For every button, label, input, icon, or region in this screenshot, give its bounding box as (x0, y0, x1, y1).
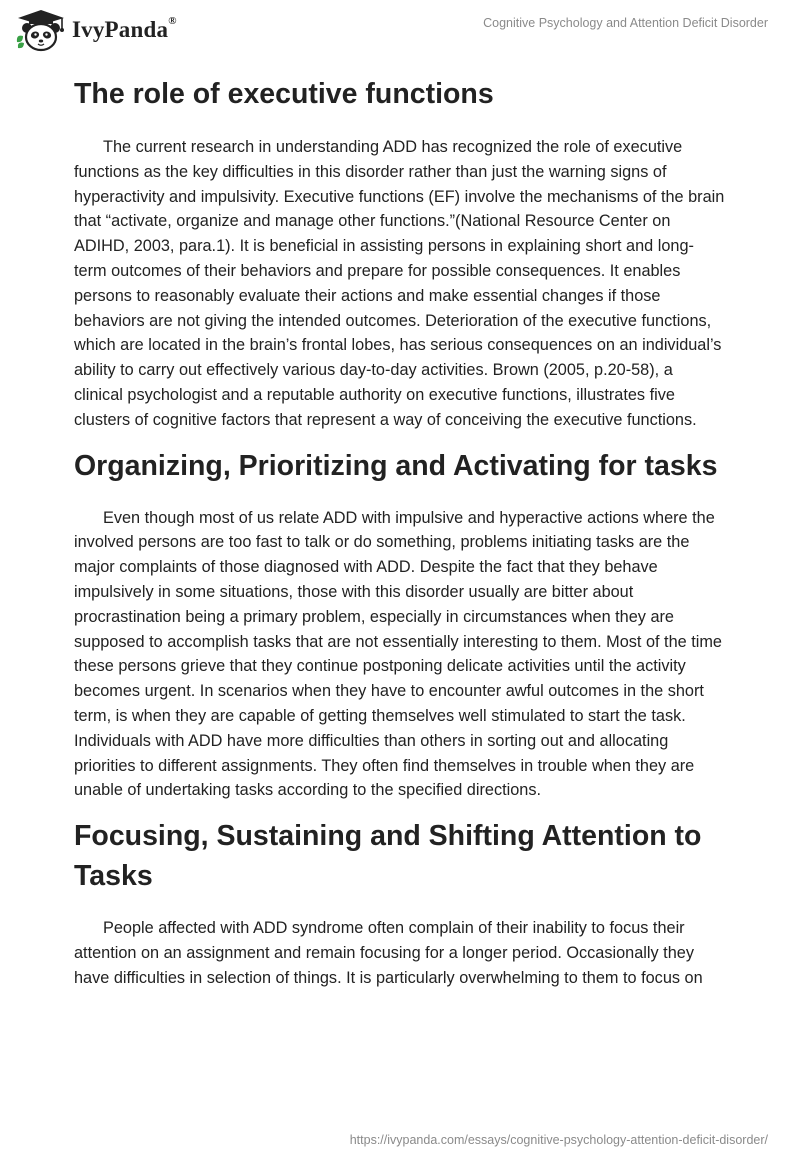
page-header (0, 0, 800, 60)
registered-mark: ® (168, 15, 177, 28)
footer-url-link[interactable]: https://ivypanda.com/essays/cognitive-psychology-attention-deficit-disorder/ (349, 1133, 768, 1147)
ivypanda-logo[interactable] (14, 8, 177, 52)
section-paragraph-focusing: People affected with ADD syndrome often complain of their inability to focus their attention on an assignment and remain focusing for a longer period. Occasionally they have difficulties in selection of things. It is particularly overwhelming to them to focus on (74, 919, 703, 987)
panda-graduate-icon (14, 8, 68, 52)
essay-content (74, 72, 726, 991)
section-paragraph-executive-functions: The current research in understanding ADD has recognized the role of executive functions as the key difficulties in this disorder rather than just the warning signs of hyperactivity and impulsivity. Executive functions (EF) involve the mechanisms of the brain that “activate, organize and manage other functions.”(National Resource Center on ADIHD, 2003, para.1). It is beneficial in assisting persons in explaining short and long-term outcomes of their behaviors and prepare for possible consequences. It enables persons to reasonably evaluate their actions and make essential changes if those behaviors are not giving the intended outcomes. Deterioration of the executive functions, which are located in the brain’s frontal lobes, has serious consequences on an individual’s ability to carry out effectively various day-to-day activities. Brown (2005, p.20-58), a clinical psychologist and a reputable authority on executive functions, illustrates five clusters of cognitive factors that represent a way of conceiving the executive functions. (74, 138, 725, 429)
section-heading-focusing: Focusing, Sustaining and Shifting Attention to Tasks (74, 820, 702, 893)
brand-name: IvyPanda® (72, 15, 177, 42)
section-paragraph-organizing: Even though most of us relate ADD with impulsive and hyperactive actions where the involved persons are too fast to talk or do something, problems initiating tasks are the major complaints of those diagnosed with ADD. Despite the fact that they behave impulsively in some situations, those with this disorder usually are bitter about procrastination being a primary problem, especially in circumstances when they are supposed to accomplish tasks that are not essentially interesting to them. Most of the time these persons grieve that they continue postponing delicate activities until the activity becomes urgent. In scenarios when they have to encounter awful outcomes in the short term, is when they are capable of getting themselves well stimulated to start the task. Individuals with ADD have more difficulties than others in sorting out and allocating priorities to different assignments. They often find themselves in trouble when they are unable of undertaking tasks according to the specified directions. (74, 508, 722, 800)
section-heading-executive-functions: The role of executive functions (74, 78, 494, 110)
section-heading-organizing: Organizing, Prioritizing and Activating for tasks (74, 449, 718, 482)
document-title: Cognitive Psychology and Attention Deficit Disorder (483, 16, 768, 30)
